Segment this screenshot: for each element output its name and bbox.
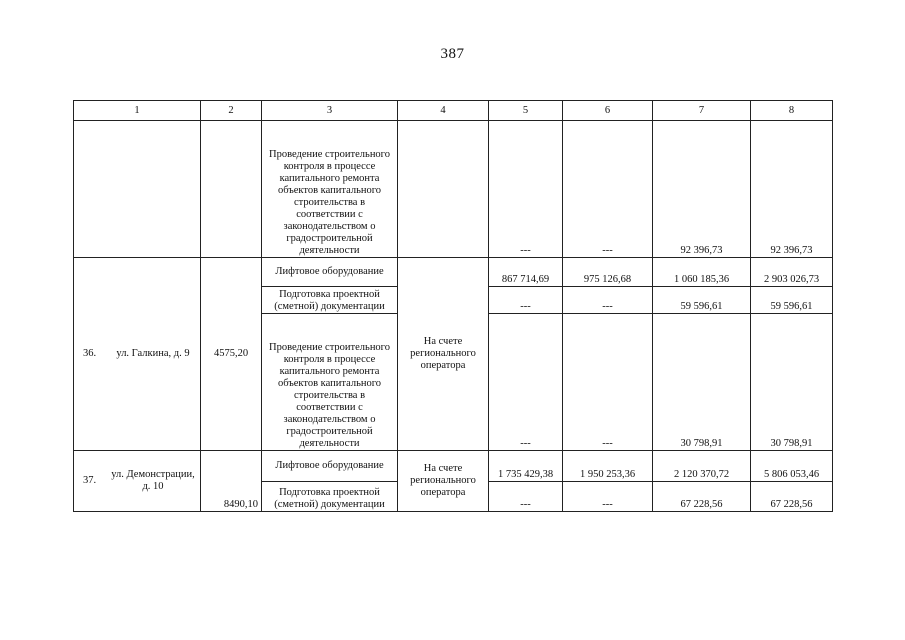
row37-work-1-c8: 5 806 053,46	[751, 451, 833, 482]
header-col-8: 8	[751, 101, 833, 121]
row37-work-2-c8: 67 228,56	[751, 482, 833, 512]
row37-work-2-c7: 67 228,56	[653, 482, 751, 512]
header-col-5: 5	[489, 101, 563, 121]
header-col-4: 4	[398, 101, 489, 121]
row36-work-3-c6: ---	[563, 314, 653, 451]
carryover-work-name: Проведение строительного контроля в процессе капитального ремонта объектов капитального строительства в соответствии с законодательством о градостроительной деятельности	[262, 121, 398, 258]
row36-work-3-c5: ---	[489, 314, 563, 451]
row36-work-2-c5: ---	[489, 287, 563, 314]
row37-work-2-c5: ---	[489, 482, 563, 512]
table-row-carryover	[74, 121, 833, 258]
row36-work-3-name: Проведение строительного контроля в процессе капитального ремонта объектов капитального строительства в соответствии с законодательством о градостроительной деятельности	[262, 314, 398, 451]
row36-account: На счете регионального оператора	[398, 258, 489, 451]
header-col-3: 3	[262, 101, 398, 121]
carryover-empty-2	[201, 121, 262, 258]
page-number: 387	[440, 46, 465, 62]
row36-work-2-c6: ---	[563, 287, 653, 314]
renovation-table	[73, 100, 833, 512]
row37-work-2-name: Подготовка проектной (сметной) документации	[262, 482, 398, 512]
row37-work-2-c6: ---	[563, 482, 653, 512]
row36-work-2-c8: 59 596,61	[751, 287, 833, 314]
carryover-c7: 92 396,73	[653, 121, 751, 258]
row36-address: ул. Галкина, д. 9	[116, 348, 190, 359]
row36-work-1-c7: 1 060 185,36	[653, 258, 751, 287]
table-row-37-work-1	[74, 451, 833, 482]
row36-work-1-c6: 975 126,68	[563, 258, 653, 287]
row37-work-1-c5: 1 735 429,38	[489, 451, 563, 482]
table-row-36-work-1	[74, 258, 833, 287]
header-col-2: 2	[201, 101, 262, 121]
header-row	[74, 101, 833, 121]
carryover-c6: ---	[563, 121, 653, 258]
header-col-1: 1	[74, 101, 201, 121]
row36-index: 36.	[83, 348, 97, 359]
carryover-empty-1	[74, 121, 201, 258]
header-col-7: 7	[653, 101, 751, 121]
row37-work-1-c6: 1 950 253,36	[563, 451, 653, 482]
row36-work-2-name: Подготовка проектной (сметной) документации	[262, 287, 398, 314]
row36-work-3-c8: 30 798,91	[751, 314, 833, 451]
header-col-6: 6	[563, 101, 653, 121]
row36-area: 4575,20	[201, 258, 262, 451]
row37-address: ул. Демонстрации, д. 10	[111, 469, 195, 492]
row36-work-2-c7: 59 596,61	[653, 287, 751, 314]
carryover-c5: ---	[489, 121, 563, 258]
row37-work-1-name: Лифтовое оборудование	[262, 451, 398, 482]
row37-index: 37.	[83, 475, 97, 486]
row36-work-1-name: Лифтовое оборудование	[262, 258, 398, 287]
carryover-empty-4	[398, 121, 489, 258]
row36-work-3-c7: 30 798,91	[653, 314, 751, 451]
carryover-c8: 92 396,73	[751, 121, 833, 258]
row37-address-cell	[74, 451, 201, 512]
row36-work-1-c5: 867 714,69	[489, 258, 563, 287]
row37-area: 8490,10	[201, 451, 262, 512]
row37-account: На счете регионального оператора	[398, 451, 489, 512]
row36-address-cell	[74, 258, 201, 451]
row36-work-1-c8: 2 903 026,73	[751, 258, 833, 287]
row37-work-1-c7: 2 120 370,72	[653, 451, 751, 482]
